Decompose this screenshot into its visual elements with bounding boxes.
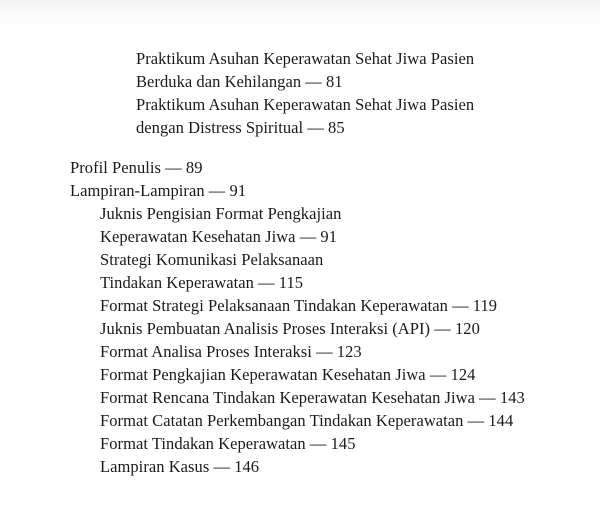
toc-subentry-juknis-pengisian-line1: Juknis Pengisian Format Pengkajian — [100, 204, 342, 223]
toc-subentry-lampiran-kasus: Lampiran Kasus — 146 — [100, 457, 260, 476]
toc-subentry-juknis-api: Juknis Pembuatan Analisis Proses Interaksi (API) — 120 — [100, 319, 480, 338]
toc-entry-praktikum-distress-line2: dengan Distress Spiritual — 85 — [136, 118, 345, 137]
toc-entry-praktikum-berduka-line1: Praktikum Asuhan Keperawatan Sehat Jiwa Pasien — [136, 49, 475, 68]
toc-entry-praktikum-distress-line1: Praktikum Asuhan Keperawatan Sehat Jiwa Pasien — [136, 95, 475, 114]
toc-subentry-format-catatan: Format Catatan Perkembangan Tindakan Keperawatan — 144 — [100, 411, 514, 430]
toc-subentry-format-tindakan: Format Tindakan Keperawatan — 145 — [100, 434, 356, 453]
toc-entry-profil-penulis: Profil Penulis — 89 — [70, 158, 203, 177]
toc-subentry-format-strategi: Format Strategi Pelaksanaan Tindakan Keperawatan — 119 — [100, 296, 498, 315]
toc-subentry-format-rencana: Format Rencana Tindakan Keperawatan Kesehatan Jiwa — 143 — [100, 388, 525, 407]
toc-subentry-juknis-pengisian-line2: Keperawatan Kesehatan Jiwa — 91 — [100, 227, 338, 246]
toc-subentry-strategi-komunikasi-line1: Strategi Komunikasi Pelaksanaan — [100, 250, 324, 269]
toc-entry-lampiran-lampiran: Lampiran-Lampiran — 91 — [70, 181, 247, 200]
toc-entry-praktikum-berduka-line2: Berduka dan Kehilangan — 81 — [136, 72, 343, 91]
toc-subentry-strategi-komunikasi-line2: Tindakan Keperawatan — 115 — [100, 273, 304, 292]
toc-subentry-format-pengkajian: Format Pengkajian Keperawatan Kesehatan Jiwa — 124 — [100, 365, 476, 384]
toc-subentry-format-analisa: Format Analisa Proses Interaksi — 123 — [100, 342, 362, 361]
